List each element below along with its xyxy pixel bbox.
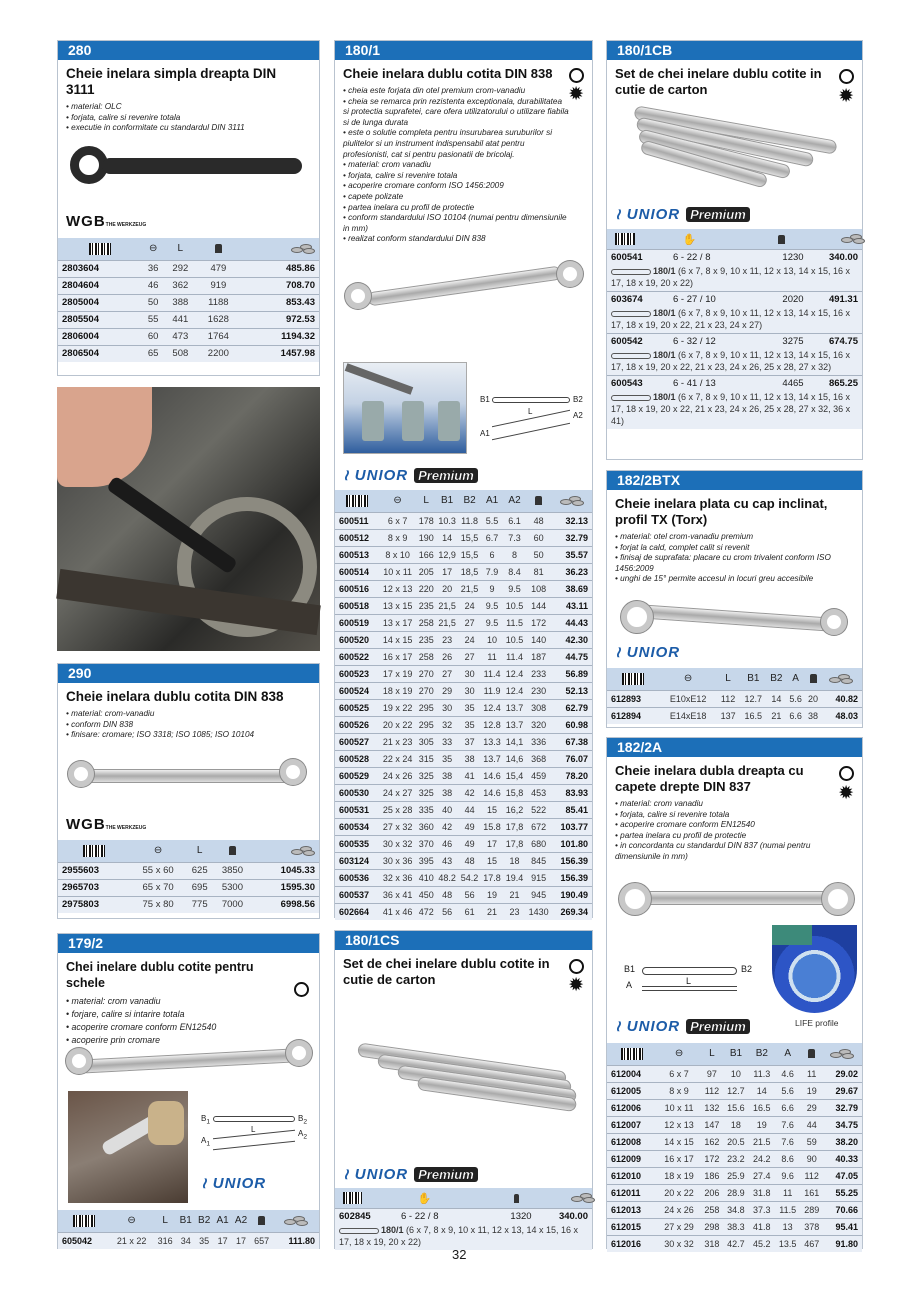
table-row: 612893 E10xE12 112 12.7 14 5.6 20 40.82 xyxy=(607,690,862,707)
bullet-list: • material: crom-vanadiu • conform DIN 838 • finisare: cromare; ISO 3318; ISO 1085; ISO 10104 xyxy=(66,709,255,740)
wrench-icon xyxy=(611,353,651,359)
table-row: 600520 14 x 15 235 23 24 10 10.5 140 42.30 xyxy=(335,631,592,648)
table-row: 600523 17 x 19 270 27 30 11.4 12.4 233 56.89 xyxy=(335,665,592,682)
section-code: 180/1 xyxy=(335,41,592,60)
barcode-icon xyxy=(89,243,111,255)
table-row: 600513 8 x 10 166 12,9 15,5 6 8 50 35.57 xyxy=(335,546,592,563)
bullet-list: • material: otel crom-vanadiu premium • forjat la cald, complet calit si revenit • finisaj de suprafata: placare cu crom trivalent conform ISO 1456:2009 • unghi de 15° permite accesul in locuri greu accesibile xyxy=(615,532,831,584)
dimension-diagram: B1 B2 L A2 A1 xyxy=(480,393,590,448)
table-row: 600524 18 x 19 270 29 30 11.9 12.4 230 52.13 xyxy=(335,682,592,699)
wrench-icon xyxy=(611,311,651,317)
weight-icon xyxy=(808,1049,815,1058)
unior-premium-logo: ≀ UNIOR Premium xyxy=(343,1165,478,1184)
surface-protection-icon: ✹ xyxy=(568,84,584,105)
dimension-diagram: B1 B2 L A xyxy=(624,964,753,990)
barcode-icon xyxy=(622,673,644,685)
table-row: 600536 32 x 36 410 48.2 54.2 17.8 19.4 915 156.39 xyxy=(335,869,592,886)
unior-logo: ≀ UNIOR xyxy=(201,1175,267,1192)
product-title: Cheie inelara simpla dreapta DIN 3111 xyxy=(66,66,277,97)
price-icon xyxy=(291,846,315,856)
unior-premium-logo: ≀ UNIOR Premium xyxy=(615,1017,750,1036)
wrench-image xyxy=(345,261,585,311)
life-profile-label: LIFE profile xyxy=(795,1018,839,1028)
surface-protection-icon: ✹ xyxy=(838,783,854,804)
table-row: 2806004 60 473 1764 1194.32 xyxy=(58,328,319,345)
section-182-2a xyxy=(606,737,863,1249)
wrench-icon xyxy=(339,1228,379,1234)
set-table-header xyxy=(607,229,862,249)
table-row: 612009 16 x 17 172 23.2 24.2 8.6 90 40.33 xyxy=(607,1150,862,1167)
usage-photo xyxy=(57,387,320,651)
weight-icon xyxy=(810,674,817,683)
ring-profile-icon xyxy=(569,68,584,83)
product-table: ⊖ L B1 B2 A 612893 E10xE12 112 12.7 14 5.6 20 40.82 612894 E14xE18 137 16.5 21 6.6 38 48.03 xyxy=(607,668,862,724)
section-code: 180/1CS xyxy=(335,931,592,950)
table-row: 600534 27 x 32 360 42 49 15.8 17,8 672 103.77 xyxy=(335,818,592,835)
table-row: 600525 19 x 22 295 30 35 12.4 13.7 308 62.79 xyxy=(335,699,592,716)
table-row: 2955603 55 x 60 625 3850 1045.33 xyxy=(58,862,319,879)
weight-icon xyxy=(535,496,542,505)
section-180-1 xyxy=(334,40,593,918)
set-image xyxy=(347,1053,582,1123)
table-row: 2806504 65 508 2200 1457.98 xyxy=(58,345,319,362)
bullet-list: • material: OLC • forjata, calire si revenire totala • executie in conformitate cu standardul DIN 3111 xyxy=(66,102,245,133)
table-row: 612016 30 x 32 318 42.7 45.2 13.5 467 91.80 xyxy=(607,1235,862,1252)
size-icon: ⊖ xyxy=(131,840,186,862)
table-row: 612004 6 x 7 97 10 11.3 4.6 11 29.02 xyxy=(607,1065,862,1082)
surface-protection-icon: ✹ xyxy=(838,86,854,107)
product-title: Cheie inelara dublu cotita DIN 838 xyxy=(343,66,553,81)
section-code: 280 xyxy=(58,41,319,60)
unior-premium-logo: ≀ UNIOR Premium xyxy=(343,466,478,485)
wrench-image xyxy=(619,881,854,917)
product-table: ⊖ L B1 B2 A 612004 6 x 7 97 10 11.3 4.6 11 29.02 612005 8 x 9 112 12.7 14 5.6 19 29.67 612006 10 x 11 132 15.6 16.5 6.6 29 32.79 612007 12 x 13 147 18 19 7.6 44 34.75 612008 14 x 15 162 20.5 21.5 7.6 59 38.20 612009 16 x 17 172 23.2 24.2 8.6 90 40.33 612010 18 x 19 186 25.9 27.4 9.6 112 47.05 612011 20 x 22 206 28.9 31.8 11 161 55.25 612013 24 x 26 258 34.8 37.3 11.5 289 70.66 612015 27 x 29 298 38.3 41.8 13 378 95.41 612016 30 x 32 318 42.7 45.2 13.5 467 91.80 xyxy=(607,1043,862,1252)
surface-protection-icon: ✹ xyxy=(568,975,584,996)
barcode-icon xyxy=(73,1215,95,1227)
wrench-image xyxy=(68,761,308,791)
dimension-diagram: $B_1$ $B_2$ L $A_2$ $A_1$ xyxy=(201,1112,311,1162)
section-code: 290 xyxy=(58,664,319,683)
wrench-image xyxy=(66,1044,311,1076)
bullet-list: • material: crom vanadiu • forjata, calire si revenire totala • acoperire cromare conform EN12540 • partea inelara cu profil de protectie • in concordanta cu standardul DIN 837 (numai pentru dimensiunile in mm) xyxy=(615,799,811,861)
product-title: Cheie inelara dublu cotita DIN 838 xyxy=(66,689,284,704)
table-row: 600518 13 x 15 235 21,5 24 9.5 10.5 144 43.11 xyxy=(335,597,592,614)
set-row: 603674 6 - 27 / 10 2020 491.31 180/1 (6 x 7, 8 x 9, 10 x 11, 12 x 13, 14 x 15, 16 x 17, 18 x 19, 20 x 22, 21 x 23, 24 x 27) xyxy=(607,291,862,333)
table-row: 612013 24 x 26 258 34.8 37.3 11.5 289 70.66 xyxy=(607,1201,862,1218)
table-row: 612894 E14xE18 137 16.5 21 6.6 38 48.03 xyxy=(607,707,862,724)
table-row: 600519 13 x 17 258 21,5 27 9.5 11.5 172 44.43 xyxy=(335,614,592,631)
section-code: 180/1CB xyxy=(607,41,862,60)
product-title: Chei inelare dublu cotite pentru schele xyxy=(66,960,254,990)
barcode-icon xyxy=(346,495,368,507)
table-row: 2805504 55 441 1628 972.53 xyxy=(58,311,319,328)
set-table-header xyxy=(335,1188,592,1208)
bullet-list: • cheia este forjata din otel premium crom-vanadiu • cheia se remarca prin rezistenta exceptionala, durabilitatea si protectia suprafetei, care ofera utilizatorului o utilizare fiabila si de lunga durata • este o solutie completa pentru insurubarea suruburilor si piulitelor si un instrument indispensabil atat pentru profesionisti, cat si pentru pasionatii de bricolaj. • material: crom vanadiu • forjata, calire si revenire totala • acoperire cromare conform ISO 1456:2009 • capete polizate • partea inelara cu profil de protectie • conform standardului ISO 10104 (numai pentru dimensiunile in mm) • realizat conform standardului DIN 838 xyxy=(343,86,569,244)
usage-photo xyxy=(68,1091,188,1203)
size-icon: ⊖ xyxy=(379,490,417,512)
table-row: 602664 41 x 46 472 56 61 21 23 1430 269.34 xyxy=(335,903,592,920)
table-row: 600522 16 x 17 258 26 27 11 11.4 187 44.75 xyxy=(335,648,592,665)
section-code: 179/2 xyxy=(58,934,319,953)
weight-icon xyxy=(258,1216,265,1225)
table-row: 2975803 75 x 80 775 7000 6998.56 xyxy=(58,896,319,913)
section-290 xyxy=(57,663,320,919)
product-title: Cheie inelara dubla dreapta cu capete drepte DIN 837 xyxy=(615,763,804,794)
table-row: 600526 20 x 22 295 32 35 12.8 13.7 320 60.98 xyxy=(335,716,592,733)
table-row: 612007 12 x 13 147 18 19 7.6 44 34.75 xyxy=(607,1116,862,1133)
weight-icon xyxy=(514,1194,520,1203)
table-row: 612010 18 x 19 186 25.9 27.4 9.6 112 47.05 xyxy=(607,1167,862,1184)
table-row: 605042 21 x 22 316 34 35 17 17 657 111.80 xyxy=(58,1232,319,1249)
product-table: ⊖ L B1 B2 A1 A2 605042 21 x 22 316 34 35 17 17 657 111.80 xyxy=(58,1210,319,1249)
wgb-logo: WGBTHE WERKZEUG xyxy=(66,816,147,833)
table-row: 600530 24 x 27 325 38 42 14.6 15,8 453 83.93 xyxy=(335,784,592,801)
table-row: 600511 6 x 7 178 10.3 11.8 5.5 6.1 48 32.13 xyxy=(335,512,592,529)
table-row: 612008 14 x 15 162 20.5 21.5 7.6 59 38.20 xyxy=(607,1133,862,1150)
wrench-image xyxy=(621,601,851,637)
barcode-icon xyxy=(83,845,105,857)
size-icon: ⊖ xyxy=(109,1210,154,1232)
ring-profile-icon xyxy=(839,766,854,781)
bullet-list: • material: crom vanadiu • forjare, calire si intarire totala • acoperire cromare conform EN12540 • acoperire prin cromare xyxy=(66,996,217,1045)
weight-icon xyxy=(778,235,784,244)
barcode-icon xyxy=(615,233,635,245)
table-row: 600527 21 x 23 305 33 37 13.3 14,1 336 67.38 xyxy=(335,733,592,750)
product-title: Set de chei inelare dublu cotite in cutie de carton xyxy=(343,956,550,987)
table-row: 2805004 50 388 1188 853.43 xyxy=(58,294,319,311)
set-size-icon: ✋ xyxy=(417,1192,432,1205)
table-row: 600529 24 x 26 325 38 41 14.6 15,4 459 78.20 xyxy=(335,767,592,784)
ring-profile-icon xyxy=(569,959,584,974)
set-row: 600543 6 - 41 / 13 4465 865.25 180/1 (6 x 7, 8 x 9, 10 x 11, 12 x 13, 14 x 15, 16 x 17, 18 x 19, 20 x 22, 21 x 23, 24 x 26, 25 x 28, 27 x 32, 36 x 41) xyxy=(607,375,862,429)
size-icon: ⊖ xyxy=(657,1043,701,1065)
wrench-image xyxy=(70,146,305,186)
barcode-icon xyxy=(621,1048,643,1060)
product-title: Set de chei inelare dublu cotite in cutie de carton xyxy=(615,66,822,97)
section-code: 182/2BTX xyxy=(607,471,862,490)
price-icon xyxy=(560,496,584,506)
table-row: 600537 36 x 41 450 48 56 19 21 945 190.49 xyxy=(335,886,592,903)
table-row: 600535 30 x 32 370 46 49 17 17,8 680 101.80 xyxy=(335,835,592,852)
application-image xyxy=(343,362,467,454)
table-row: 612015 27 x 29 298 38.3 41.8 13 378 95.41 xyxy=(607,1218,862,1235)
set-image xyxy=(625,119,845,189)
unior-premium-logo: ≀ UNIOR Premium xyxy=(615,205,750,224)
size-icon: ⊖ xyxy=(660,668,717,690)
size-icon: ⊖ xyxy=(142,238,164,260)
wrench-icon xyxy=(611,269,651,275)
table-row: 600531 25 x 28 335 40 44 15 16,2 522 85.41 xyxy=(335,801,592,818)
price-icon xyxy=(830,1049,854,1059)
product-title: Cheie inelara plata cu cap inclinat, profil TX (Torx) xyxy=(615,496,828,527)
set-row: 600542 6 - 32 / 12 3275 674.75 180/1 (6 x 7, 8 x 9, 10 x 11, 12 x 13, 14 x 15, 16 x 17, 18 x 19, 20 x 22, 21 x 23, 24 x 26, 25 x 28, 27 x 32) xyxy=(607,333,862,375)
ring-profile-icon xyxy=(839,69,854,84)
price-icon xyxy=(829,674,853,684)
life-profile-image xyxy=(772,925,857,1013)
table-row: 612011 20 x 22 206 28.9 31.8 11 161 55.25 xyxy=(607,1184,862,1201)
section-179-2 xyxy=(57,933,320,1249)
set-row: 602845 6 - 22 / 8 1320 340.00 180/1 (6 x 7, 8 x 9, 10 x 11, 12 x 13, 14 x 15, 16 x 17, 18 x 19, 20 x 22) xyxy=(335,1208,592,1250)
wrench-icon xyxy=(611,395,651,401)
price-icon xyxy=(841,234,862,244)
section-280 xyxy=(57,40,320,376)
table-row: 612006 10 x 11 132 15.6 16.5 6.6 29 32.79 xyxy=(607,1099,862,1116)
price-icon xyxy=(284,1216,308,1226)
weight-icon xyxy=(215,244,222,253)
section-180-1cs xyxy=(334,930,593,1249)
product-table: ⊖ L B1 B2 A1 A2 600511 6 x 7 178 10.3 11.8 5.5 6.1 48 32.13 600512 8 x 9 190 14 15,5 6.7 7.3 60 32.79 600513 8 x 10 166 12,9 15,5 6 8 50 35.57 600514 10 x 11 205 17 18,5 7.9 8.4 81 36.23 600516 12 x 13 220 20 21,5 9 9.5 108 38.69 600518 13 x 15 235 21,5 24 9.5 10.5 144 43.11 600519 13 x 17 258 21,5 27 9.5 11.5 172 44.43 600520 14 x 15 235 23 24 10 10.5 140 42.30 600522 16 x 17 258 26 27 11 11.4 187 44.75 600523 17 x 19 270 27 30 11.4 12.4 233 56.89 600524 18 x 19 270 29 30 11.9 12.4 230 52.13 600525 19 x 22 295 30 35 12.4 13.7 308 62.79 600526 20 x 22 295 32 35 12.8 13.7 320 60.98 600527 21 x 23 305 33 37 13.3 14,1 336 67.38 600528 22 x 24 315 35 38 13.7 14,6 368 76.07 600529 24 x 26 325 38 41 14.6 15,4 459 78.20 600530 24 x 27 325 38 42 14.6 15,8 453 83.93 600531 25 x 28 335 40 44 15 16,2 522 85.41 600534 27 x 32 360 42 49 15.8 17,8 672 103.77 600535 30 x 32 370 46 49 17 17,8 680 101.80 603124 30 x 36 395 43 48 15 18 845 156.39 600536 32 x 36 410 48.2 54.2 17.8 19.4 915 156.39 600537 36 x 41 450 48 56 19 21 945 190.49 602664 41 x 46 472 56 61 21 23 1430 269.34 xyxy=(335,490,592,920)
product-table: ⊖ L 2955603 55 x 60 625 3850 1045.33 2965703 65 x 70 695 5300 1595.30 2975803 75 x 80 775 7000 6998.56 xyxy=(58,840,319,913)
set-row: 600541 6 - 22 / 8 1230 340.00 180/1 (6 x 7, 8 x 9, 10 x 11, 12 x 13, 14 x 15, 16 x 17, 18 x 19, 20 x 22) xyxy=(607,249,862,291)
barcode-icon xyxy=(343,1192,362,1204)
wgb-logo: WGBTHE WERKZEUG xyxy=(66,213,147,230)
unior-logo: ≀ UNIOR xyxy=(615,644,681,661)
table-row: 600516 12 x 13 220 20 21,5 9 9.5 108 38.69 xyxy=(335,580,592,597)
table-row: 2803604 36 292 479 485.86 xyxy=(58,260,319,277)
table-row: 600514 10 x 11 205 17 18,5 7.9 8.4 81 36.23 xyxy=(335,563,592,580)
page-number: 32 xyxy=(452,1247,467,1262)
table-row: 2965703 65 x 70 695 5300 1595.30 xyxy=(58,879,319,896)
ring-profile-icon xyxy=(294,982,309,997)
table-row: 2804604 46 362 919 708.70 xyxy=(58,277,319,294)
table-row: 600512 8 x 9 190 14 15,5 6.7 7.3 60 32.79 xyxy=(335,529,592,546)
set-size-icon: ✋ xyxy=(682,233,697,246)
section-182-2btx xyxy=(606,470,863,728)
section-180-1cb xyxy=(606,40,863,460)
price-icon xyxy=(291,244,315,254)
product-table: ⊖ L 2803604 36 292 479 485.86 2804604 46 362 919 708.70 2805004 50 388 1188 853.43 2805504 55 441 1628 972.53 2806004 60 473 1764 1194.32 2806504 65 508 2200 1457.98 xyxy=(58,238,319,362)
table-row: 612005 8 x 9 112 12.7 14 5.6 19 29.67 xyxy=(607,1082,862,1099)
table-row: 600528 22 x 24 315 35 38 13.7 14,6 368 76.07 xyxy=(335,750,592,767)
section-code: 182/2A xyxy=(607,738,862,757)
table-row: 603124 30 x 36 395 43 48 15 18 845 156.39 xyxy=(335,852,592,869)
weight-icon xyxy=(229,846,236,855)
price-icon xyxy=(571,1193,592,1203)
